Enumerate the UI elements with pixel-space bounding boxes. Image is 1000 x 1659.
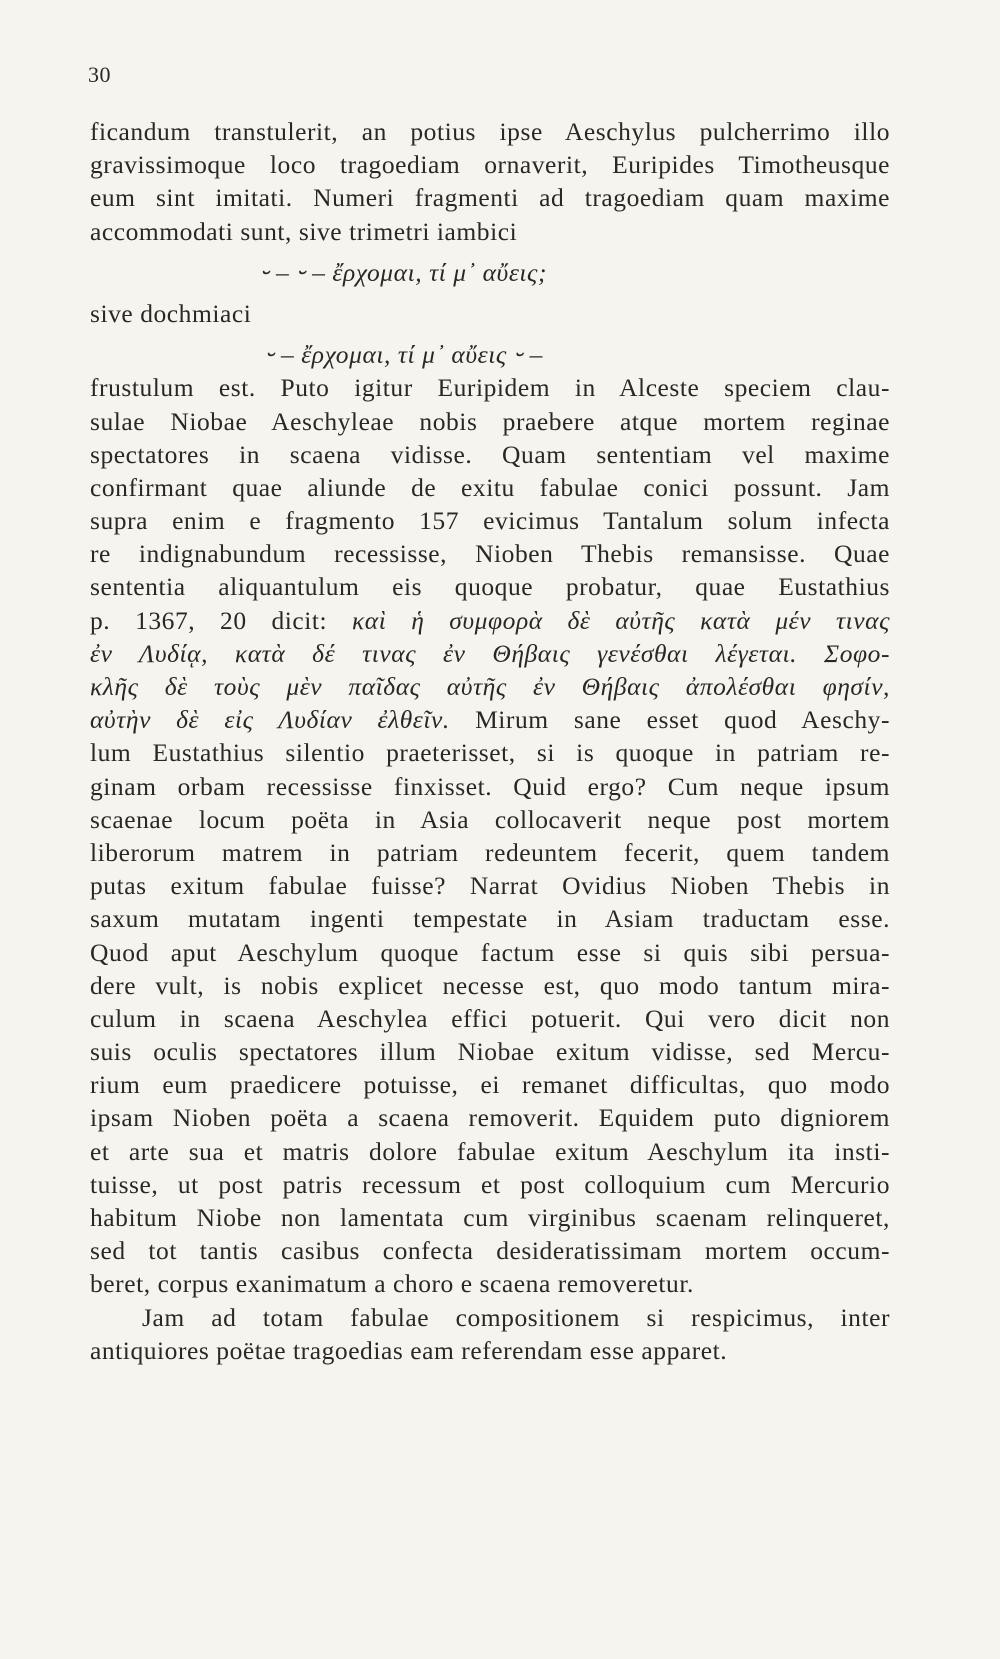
text-line: sententia aliquantulum eis quoque probatur, quae Eustathius (90, 572, 890, 602)
verse-gap (90, 248, 890, 256)
text-line: supra enim e fragmento 157 evicimus Tantalum solum infecta (90, 506, 890, 536)
text-line: eum sint imitati. Numeri fragmenti ad tragoediam quam maxime (90, 183, 890, 213)
text-line: culum in scaena Aeschylea effici potuerit. Qui vero dicit non (90, 1003, 890, 1033)
text-line: sive dochmiaci (90, 298, 252, 328)
text-line: confirmant quae aliunde de exitu fabulae conici possunt. Jam (90, 472, 890, 502)
text-line-with-greek (90, 604, 890, 637)
text-line: beret, corpus exanimatum a choro e scaena removeretur. (90, 1269, 694, 1299)
text-line: ficandum transtulerit, an potius ipse Aeschylus pulcherrimo illo (90, 117, 890, 146)
text-line: scaenae locum poëta in Asia collocaverit neque post mortem (90, 804, 890, 834)
verse-trimeter: ⏑ – ⏑ – ἔρχομαι, τί μ᾽ αὔεις; (260, 257, 547, 287)
greek-quote-line: ἐν Λυδίᾳ, κατὰ δέ τινας ἐν Θήβαις γενέσθαι λέγεται. Σοφο- (90, 638, 890, 668)
text-line: dere vult, is nobis explicet necesse est, quo modo tantum mira- (90, 970, 890, 1000)
text-line: tuisse, ut post patris recessum et post colloquium cum Mercurio (90, 1169, 890, 1199)
text-line: liberorum matrem in patriam redeuntem fecerit, quem tandem (90, 837, 890, 867)
text-line: gravissimoque loco tragoediam ornaverit, Euripides Timotheusque (90, 150, 890, 180)
text-line-with-greek (90, 703, 890, 736)
verse-gap (90, 330, 890, 338)
text-segment: p. 1367, 20 dicit: (90, 605, 328, 635)
page-number: 30 (88, 62, 111, 87)
text-line: lum Eustathius silentio praeterisset, si is quoque in patriam re- (90, 738, 890, 768)
text-line: sulae Niobae Aeschyleae nobis praebere atque mortem reginae (90, 406, 890, 436)
paragraph-start: Jam ad totam fabulae compositionem si respicimus, inter (142, 1302, 890, 1332)
text-line: habitum Niobe non lamentata cum virginibus scaenam relinqueret, (90, 1203, 890, 1232)
text-line: et arte sua et matris dolore fabulae exitum Aeschylum ita insti- (90, 1136, 890, 1166)
text-segment: Mirum sane esset quod Aeschy- (475, 705, 890, 735)
text-line: re indignabundum recessisse, Nioben Thebis remansisse. Quae (90, 539, 890, 569)
text-line: accommodati sunt, sive trimetri iambici (90, 216, 518, 246)
text-line: ginam orbam recessisse finxisset. Quid ergo? Cum neque ipsum (90, 771, 890, 801)
text-line: frustulum est. Puto igitur Euripidem in Alceste speciem clau- (90, 373, 890, 403)
verse-gap (90, 289, 890, 297)
text-line: Quod aput Aeschylum quoque factum esse si quis sibi persua- (90, 937, 890, 967)
text-line: spectatores in scaena vidisse. Quam sententiam vel maxime (90, 439, 890, 469)
text-line: sed tot tantis casibus confecta desideratissimam mortem occum- (90, 1236, 890, 1266)
text-line: saxum mutatam ingenti tempestate in Asiam traductam esse. (90, 904, 890, 934)
text-line: rium eum praedicere potuisse, ei remanet difficultas, quo modo (90, 1070, 890, 1100)
verse-dochmiac: ⏑ – ἔρχομαι, τί μ᾽ αὔεις ⏑ – (265, 340, 543, 370)
body-text (90, 115, 890, 1367)
greek-quote-line: κλῆς δὲ τοὺς μὲν παῖδας αὐτῆς ἐν Θήβαις ἀπολέσθαι φησίν, (90, 672, 890, 701)
text-line: suis oculis spectatores illum Niobae exitum vidisse, sed Mercu- (90, 1037, 890, 1067)
text-line: putas exitum fabulae fuisse? Narrat Ovidius Nioben Thebis in (90, 871, 890, 901)
text-line: antiquiores poëtae tragoedias eam referendam esse apparet. (90, 1335, 728, 1365)
greek-quote: καὶ ἡ συμφορὰ δὲ αὐτῆς κατὰ μέν τινας (352, 605, 890, 635)
greek-quote: αὐτὴν δὲ εἰς Λυδίαν ἐλθεῖν. (90, 705, 450, 735)
text-line: ipsam Nioben poëta a scaena removerit. Equidem puto digniorem (90, 1103, 890, 1133)
